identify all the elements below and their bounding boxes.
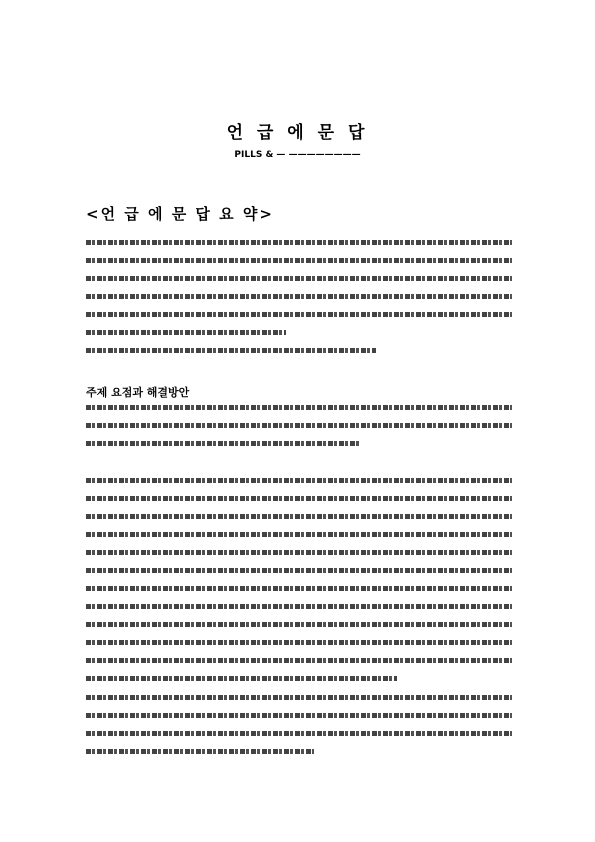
- paragraph-4-line: [86, 568, 512, 573]
- paragraph-4-line: [86, 604, 512, 609]
- paragraph-4-line: [86, 622, 512, 627]
- paragraph-4-line: [86, 514, 512, 519]
- document-subtitle: PILLS & — ————————: [234, 150, 361, 160]
- section-heading: 주제 요점과 해결방안: [86, 386, 190, 399]
- paragraph-4-line: [86, 676, 397, 681]
- paragraph-3-line: [86, 441, 360, 446]
- paragraph-1-line: [86, 294, 512, 299]
- paragraph-3-line: [86, 405, 512, 410]
- paragraph-5-line: [86, 713, 512, 718]
- paragraph-1-line: [86, 258, 512, 263]
- paragraph-5-line: [86, 749, 314, 754]
- paragraph-1-line: [86, 330, 286, 335]
- paragraph-4-line: [86, 532, 512, 537]
- paragraph-4-line: [86, 496, 512, 501]
- paragraph-1-line: [86, 312, 512, 317]
- paragraph-1-line: [86, 240, 512, 245]
- paragraph-5-line: [86, 731, 512, 736]
- paragraph-4-line: [86, 586, 512, 591]
- document-title: 언 급 에 문 답: [226, 123, 369, 143]
- paragraph-1-line: [86, 276, 512, 281]
- section-title: <언 급 에 문 답 요 약>: [86, 205, 274, 223]
- paragraph-2-line: [86, 348, 376, 353]
- paragraph-4-line: [86, 478, 512, 483]
- paragraph-4-line: [86, 640, 512, 645]
- paragraph-5-line: [86, 695, 512, 700]
- paragraph-3-line: [86, 423, 512, 428]
- paragraph-4-line: [86, 658, 512, 663]
- paragraph-4-line: [86, 550, 512, 555]
